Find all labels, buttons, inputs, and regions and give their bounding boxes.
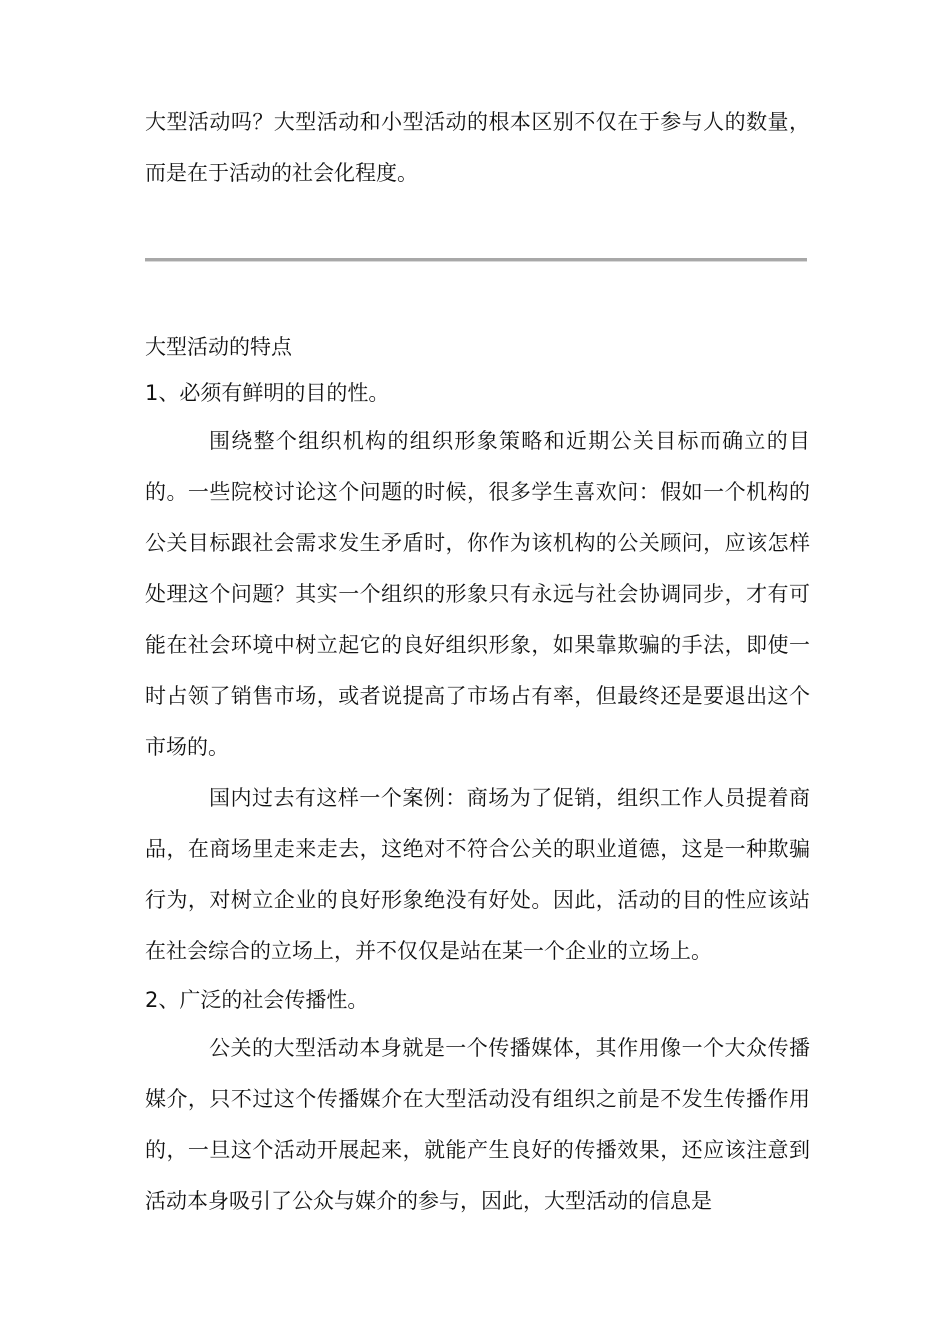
point1-paragraph-1: 围绕整个组织机构的组织形象策略和近期公关目标而确立的目的。一些院校讨论这个问题的时候，很多学生喜欢问：假如一个机构的公关目标跟社会需求发生矛盾时，你作为该机构的公关顾问，应该怎样处理这个问题？其实一个组织的形象只有永远与社会协调同步，才有可能在社会环境中树立起它的良好组织形象，如果靠欺骗的手法，即使一时占领了销售市场，或者说提高了市场占有率，但最终还是要退出这个市场的。 (145, 429, 810, 759)
section-title: 大型活动的特点 (145, 335, 292, 359)
point1-heading: 1、必须有鲜明的目的性。 (145, 381, 390, 405)
section-block (145, 324, 810, 1227)
point2-paragraph-1: 公关的大型活动本身就是一个传播媒体，其作用像一个大众传播媒介，只不过这个传播媒介在大型活动没有组织之前是不发生传播作用的，一旦这个活动开展起来，就能产生良好的传播效果，还应该注意到活动本身吸引了公众与媒介的参与，因此，大型活动的信息是 (145, 1036, 810, 1213)
horizontal-divider (145, 258, 807, 261)
point1-paragraph-2: 国内过去有这样一个案例：商场为了促销，组织工作人员提着商品，在商场里走来走去，这绝对不符合公关的职业道德，这是一种欺骗行为，对树立企业的良好形象绝没有好处。因此，活动的目的性应该站在社会综合的立场上，并不仅仅是站在某一个企业的立场上。 (145, 786, 810, 963)
intro-paragraph: 大型活动吗？大型活动和小型活动的根本区别不仅在于参与人的数量，而是在于活动的社会化程度。 (145, 110, 810, 185)
intro-block (145, 97, 810, 199)
point2-heading: 2、广泛的社会传播性。 (145, 988, 369, 1012)
